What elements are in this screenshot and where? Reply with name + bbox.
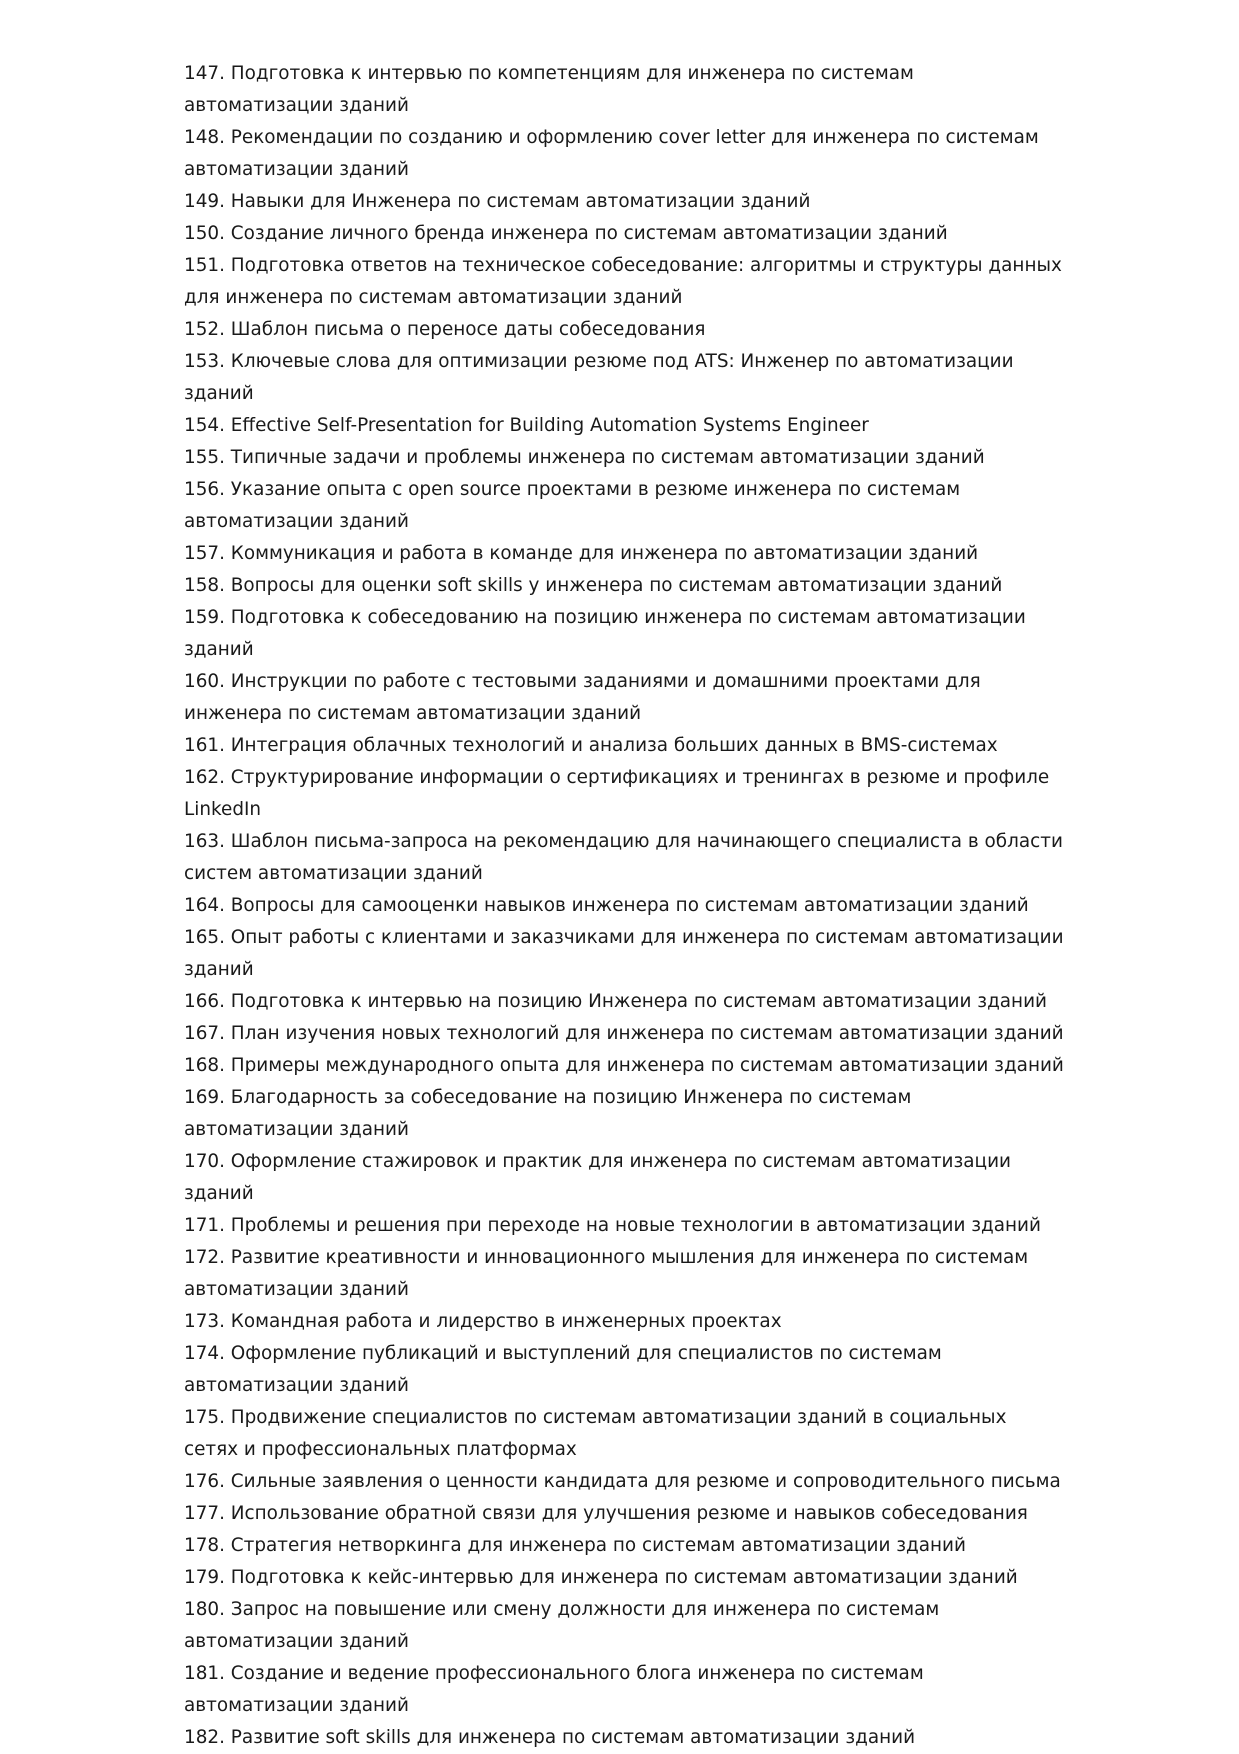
list-item: 169. Благодарность за собеседование на позицию Инженера по системам автоматизации зданий (184, 1087, 912, 1140)
list-item: 161. Интеграция облачных технологий и анализа больших данных в BMS-системах (184, 735, 998, 756)
list-item: 158. Вопросы для оценки soft skills у инженера по системам автоматизации зданий (184, 575, 1003, 596)
list-item: 155. Типичные задачи и проблемы инженера по системам автоматизации зданий (184, 447, 985, 468)
list-item: 170. Оформление стажировок и практик для инженера по системам автоматизации зданий (184, 1151, 1011, 1204)
list-item: 181. Создание и ведение профессионального блога инженера по системам автоматизации зданий (184, 1663, 924, 1716)
list-item: 173. Командная работа и лидерство в инженерных проектах (184, 1311, 782, 1332)
list-item: 160. Инструкции по работе с тестовыми заданиями и домашними проектами для инженера по системам автоматизации зданий (184, 671, 981, 724)
list-item: 150. Создание личного бренда инженера по системам автоматизации зданий (184, 223, 948, 244)
list-item: 164. Вопросы для самооценки навыков инженера по системам автоматизации зданий (184, 895, 1029, 916)
list-item: 153. Ключевые слова для оптимизации резюме под ATS: Инженер по автоматизации зданий (184, 351, 1014, 404)
list-item: 176. Сильные заявления о ценности кандидата для резюме и сопроводительного письма (184, 1471, 1061, 1492)
list-item: 159. Подготовка к собеседованию на позицию инженера по системам автоматизации зданий (184, 607, 1026, 660)
list-item: 147. Подготовка к интервью по компетенциям для инженера по системам автоматизации зданий (184, 63, 914, 116)
list-item: 167. План изучения новых технологий для инженера по системам автоматизации зданий (184, 1023, 1064, 1044)
list-item: 156. Указание опыта с open source проектами в резюме инженера по системам автоматизации зданий (184, 479, 961, 532)
list-item: 182. Развитие soft skills для инженера по системам автоматизации зданий (184, 1727, 916, 1748)
list-item: 152. Шаблон письма о переносе даты собеседования (184, 319, 706, 340)
list-item: 154. Effective Self-Presentation for Building Automation Systems Engineer (184, 415, 869, 436)
list-item: 175. Продвижение специалистов по системам автоматизации зданий в социальных сетях и профессиональных платформах (184, 1407, 1007, 1460)
list-item: 174. Оформление публикаций и выступлений для специалистов по системам автоматизации зданий (184, 1343, 942, 1396)
list-item: 178. Стратегия нетворкинга для инженера по системам автоматизации зданий (184, 1535, 966, 1556)
list-item: 172. Развитие креативности и инновационного мышления для инженера по системам автоматизации зданий (184, 1247, 1029, 1300)
list-item: 168. Примеры международного опыта для инженера по системам автоматизации зданий (184, 1055, 1064, 1076)
list-item: 148. Рекомендации по созданию и оформлению cover letter для инженера по системам автоматизации зданий (184, 127, 1039, 180)
list-item: 157. Коммуникация и работа в команде для инженера по автоматизации зданий (184, 543, 979, 564)
list-item: 149. Навыки для Инженера по системам автоматизации зданий (184, 191, 811, 212)
document-page (184, 58, 1064, 1754)
list-item: 166. Подготовка к интервью на позицию Инженера по системам автоматизации зданий (184, 991, 1047, 1012)
list-item: 163. Шаблон письма-запроса на рекомендацию для начинающего специалиста в области систем автоматизации зданий (184, 831, 1063, 884)
list-item: 171. Проблемы и решения при переходе на новые технологии в автоматизации зданий (184, 1215, 1041, 1236)
list-item: 162. Структурирование информации о сертификациях и тренингах в резюме и профиле LinkedIn (184, 767, 1050, 820)
list-item: 177. Использование обратной связи для улучшения резюме и навыков собеседования (184, 1503, 1028, 1524)
list-item: 179. Подготовка к кейс-интервью для инженера по системам автоматизации зданий (184, 1567, 1018, 1588)
topic-list (184, 58, 1064, 1754)
list-item: 151. Подготовка ответов на техническое собеседование: алгоритмы и структуры данных для инженера по системам автоматизации зданий (184, 255, 1062, 308)
list-item: 165. Опыт работы с клиентами и заказчиками для инженера по системам автоматизации зданий (184, 927, 1064, 980)
list-item: 180. Запрос на повышение или смену должности для инженера по системам автоматизации зданий (184, 1599, 940, 1652)
